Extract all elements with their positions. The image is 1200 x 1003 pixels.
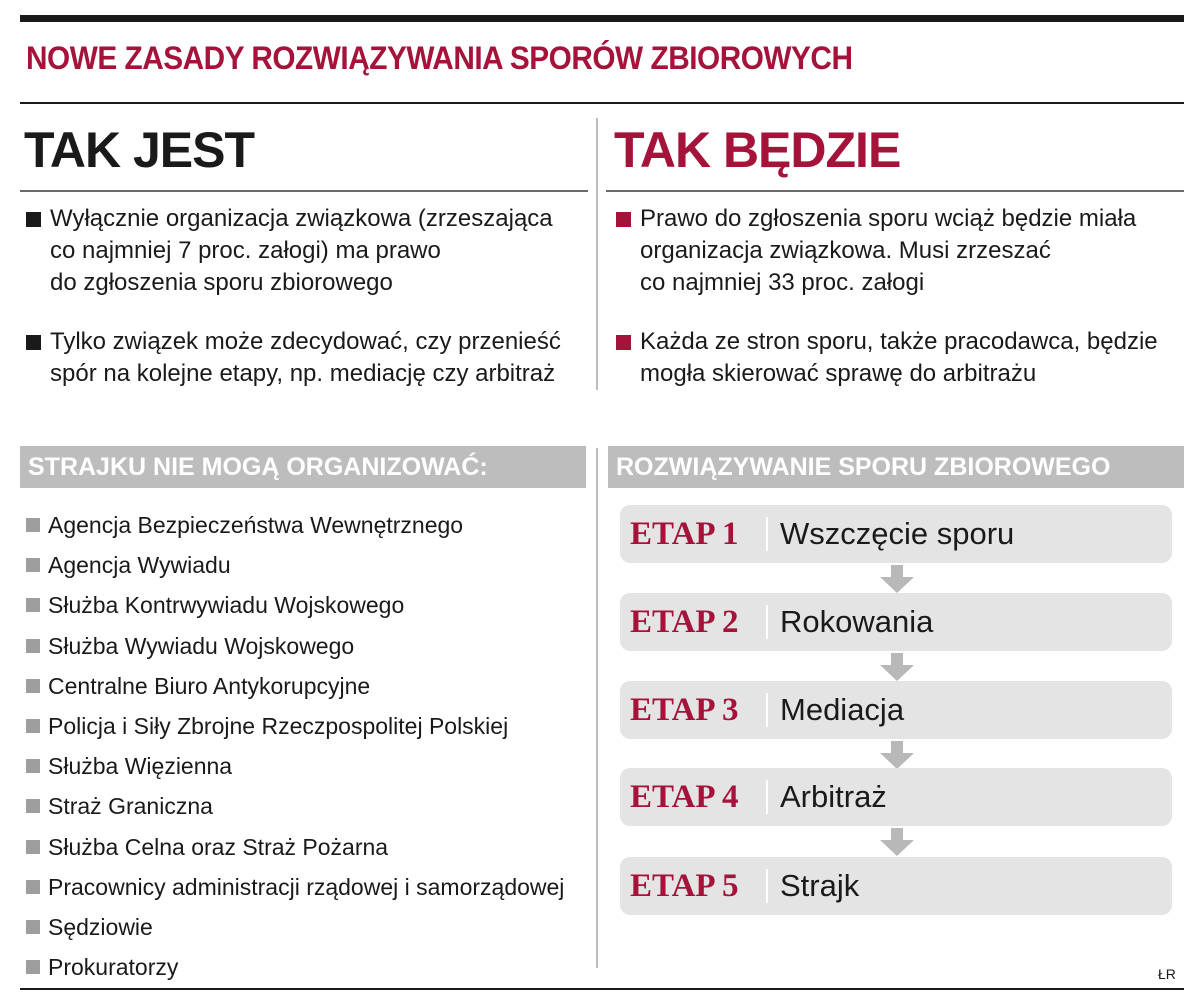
list-item: Służba Kontrwywiadu Wojskowego [26,585,564,625]
bottom-rule [20,988,1184,990]
square-bullet-icon [26,719,40,733]
square-bullet-icon [26,960,40,974]
stage-label: ETAP 2 [630,603,739,640]
square-bullet-icon [26,639,40,653]
stage-5 [620,857,1172,915]
stage-separator [766,693,768,727]
square-bullet-icon [26,518,40,532]
square-bullet-icon [616,212,631,227]
current-state-bullet [26,203,591,299]
stage-separator [766,869,768,903]
bullet-text: Wyłącznie organizacja związkowa (zrzeszająca co najmniej 7 proc. załogi) ma prawo do zgłoszenia sporu zbiorowego [50,205,553,296]
stage-label: ETAP 5 [630,867,739,904]
bullet-text: Prawo do zgłoszenia sporu wciąż będzie miała organizacja związkowa. Musi zrzeszać co najmniej 33 proc. załogi [640,205,1137,296]
list-item: Pracownicy administracji rządowej i samorządowej [26,867,564,907]
list-item: Służba Wywiadu Wojskowego [26,626,564,666]
stage-label: ETAP 1 [630,515,739,552]
square-bullet-icon [26,799,40,813]
bullet-text: Tylko związek może zdecydować, czy przenieść spór na kolejne etapy, np. mediację czy arbitraż [50,328,561,387]
bullet-text: Każda ze stron sporu, także pracodawca, będzie mogła skierować sprawę do arbitrażu [640,328,1158,387]
resolution-header: ROZWIĄZYWANIE SPORU ZBIOROWEGO [608,446,1184,488]
stage-separator [766,517,768,551]
square-bullet-icon [26,598,40,612]
future-state-bullet [616,326,1184,390]
square-bullet-icon [26,759,40,773]
strike-ban-list [26,505,564,987]
stage-name: Mediacja [780,692,905,727]
list-item: Policja i Siły Zbrojne Rzeczpospolitej Polskiej [26,706,564,746]
stage-1 [620,505,1172,563]
stage-label: ETAP 4 [630,778,739,815]
current-state-bullet [26,326,591,390]
list-item: Straż Graniczna [26,786,564,826]
list-item: Służba Celna oraz Straż Pożarna [26,827,564,867]
square-bullet-icon [26,558,40,572]
square-bullet-icon [26,880,40,894]
current-state-heading: TAK JEST [24,122,254,178]
list-item: Sędziowie [26,907,564,947]
title-rule [20,102,1184,104]
list-item: Prokuratorzy [26,947,564,987]
future-state-rule [606,190,1184,192]
future-state-bullet [616,203,1184,299]
list-item: Agencja Wywiadu [26,545,564,585]
square-bullet-icon [616,335,631,350]
square-bullet-icon [26,679,40,693]
square-bullet-icon [26,840,40,854]
stage-3 [620,681,1172,739]
author-credit: ŁR [1158,966,1176,982]
list-item: Służba Więzienna [26,746,564,786]
stage-separator [766,780,768,814]
page-title: NOWE ZASADY ROZWIĄZYWANIA SPORÓW ZBIOROWYCH [26,40,853,76]
arrow-down-icon [880,653,914,681]
square-bullet-icon [26,212,41,227]
arrow-down-icon [880,565,914,593]
stage-2 [620,593,1172,651]
arrow-down-icon [880,828,914,856]
list-item: Centralne Biuro Antykorupcyjne [26,666,564,706]
stage-label: ETAP 3 [630,691,739,728]
arrow-down-icon [880,741,914,769]
current-state-rule [20,190,588,192]
square-bullet-icon [26,920,40,934]
column-divider-top [596,118,598,390]
column-divider-bottom [596,448,598,968]
stage-name: Arbitraż [780,779,887,814]
stage-separator [766,605,768,639]
list-item: Agencja Bezpieczeństwa Wewnętrznego [26,505,564,545]
square-bullet-icon [26,335,41,350]
future-state-heading: TAK BĘDZIE [614,122,901,178]
top-rule [20,15,1184,22]
stage-name: Rokowania [780,604,934,639]
strike-ban-header: STRAJKU NIE MOGĄ ORGANIZOWAĆ: [20,446,586,488]
stage-4 [620,768,1172,826]
stage-name: Wszczęcie sporu [780,516,1015,551]
stage-name: Strajk [780,868,860,903]
